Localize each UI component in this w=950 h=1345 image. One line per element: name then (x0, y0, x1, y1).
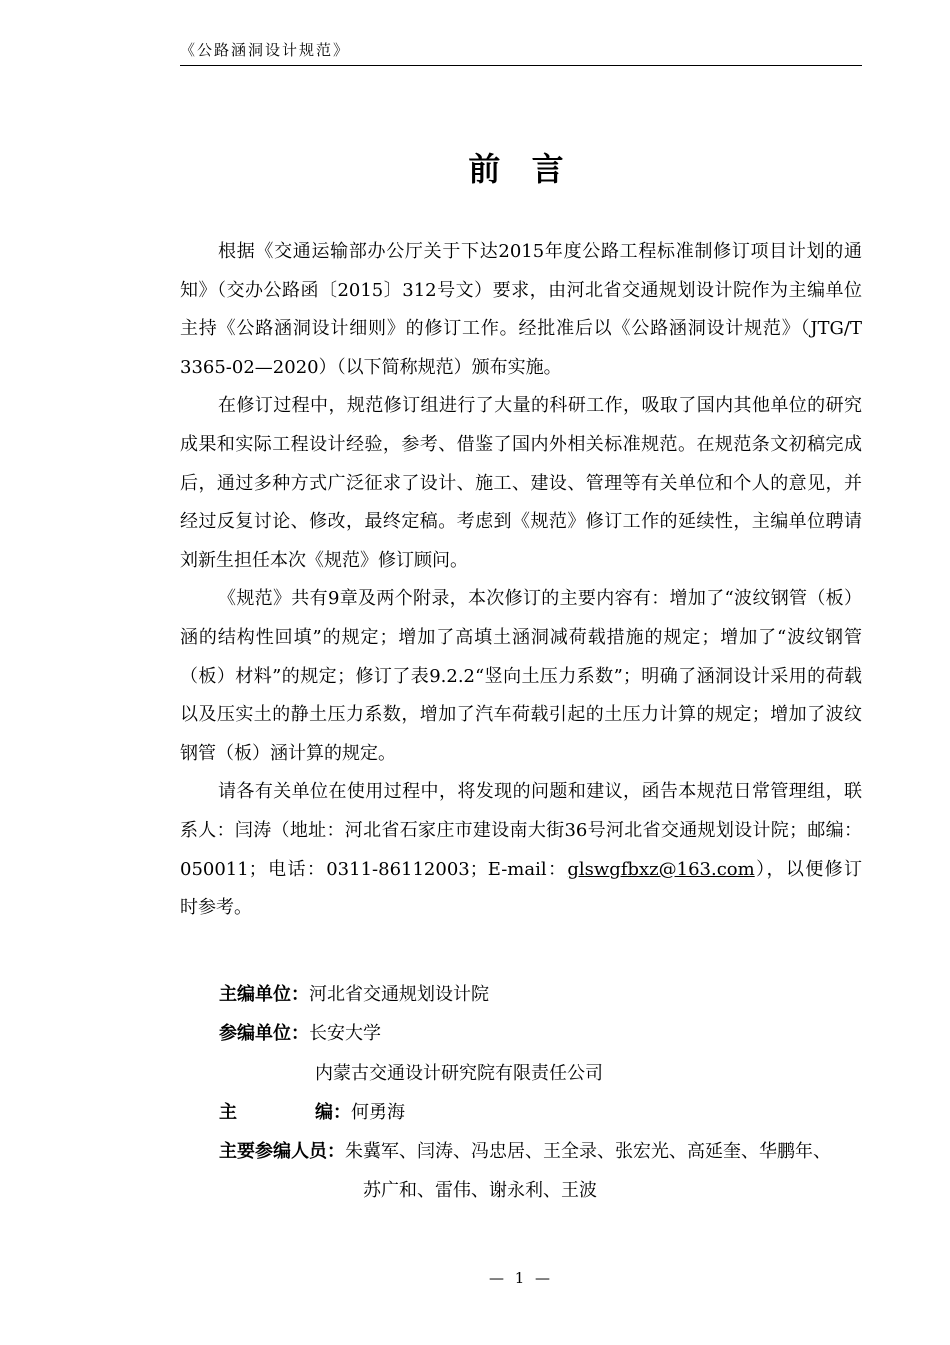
members-value-line2: 苏广和、雷伟、谢永利、王波 (363, 1180, 597, 1202)
members-row (219, 1132, 869, 1171)
members-row-2 (219, 1171, 869, 1210)
chief-unit-value: 河北省交通规划设计院 (309, 984, 489, 1005)
page-title: 前 言 (468, 150, 574, 188)
contact-text: 请各有关单位在使用过程中，将发现的问题和建议，函告本规范日常管理组，联系人：闫涛（地址：河北省石家庄市建设南大街36号河北省交通规划设计院；邮编：050011；电话：0311-86112003；E-mail： (180, 781, 862, 880)
editor-label-part2: 编： (315, 1101, 351, 1123)
members-value-line1: 朱冀军、闫涛、冯忠居、王全录、张宏光、高延奎、华鹏年、 (345, 1141, 831, 1163)
paragraph-contents: 《规范》共有9章及两个附录，本次修订的主要内容有：增加了“波纹钢管（板）涵的结构性回填”的规定；增加了高填土涵洞减荷载措施的规定；增加了“波纹钢管（板）材料”的规定；修订了表9.2.2“竖向土压力系数”；明确了涵洞设计采用的荷载以及压实土的静土压力系数，增加了汽车荷载引起的土压力计算的规定；增加了波纹钢管（板）涵计算的规定。 (180, 588, 862, 764)
paragraph-contact (180, 773, 862, 927)
preface-body (180, 233, 862, 928)
paragraph-background: 根据《交通运输部办公厅关于下达2015年度公路工程标准制修订项目计划的通知》（交办公路函〔2015〕312号文）要求，由河北省交通规划设计院作为主编单位主持《公路涵洞设计细则》的修订工作。经批准后以《公路涵洞设计规范》（JTG/T 3365-02—2020）（以下简称规范）颁布实施。 (180, 241, 862, 378)
contact-text-end: ），以便修订时参考。 (180, 858, 862, 919)
email-link[interactable]: glswgfbxz@163.com (567, 858, 755, 880)
members-label: 主要参编人员： (219, 1141, 345, 1163)
chief-unit-row (219, 975, 869, 1014)
chief-unit-label: 主编单位： (219, 984, 309, 1005)
editor-label-part1: 主 (219, 1101, 237, 1123)
header-rule (180, 65, 862, 66)
credits-block (219, 975, 869, 1211)
running-header: 《公路涵洞设计规范》 (180, 41, 351, 59)
participating-unit-row (219, 1014, 869, 1053)
editor-value: 何勇海 (351, 1101, 405, 1123)
paragraph-process: 在修订过程中，规范修订组进行了大量的科研工作，吸取了国内其他单位的研究成果和实际工程设计经验，参考、借鉴了国内外相关标准规范。在规范条文初稿完成后，通过多种方式广泛征求了设计、施工、建设、管理等有关单位和个人的意见，并经过反复讨论、修改，最终定稿。考虑到《规范》修订工作的延续性，主编单位聘请刘新生担任本次《规范》修订顾问。 (180, 395, 862, 571)
participating-unit-row-2 (219, 1054, 869, 1093)
editor-row (219, 1093, 869, 1132)
participating-unit-label: 参编单位： (219, 1023, 309, 1045)
page-number: — 1 — (488, 1269, 554, 1287)
participating-unit-value: 内蒙古交通设计研究院有限责任公司 (315, 1062, 603, 1084)
participating-unit-value: 长安大学 (309, 1023, 381, 1045)
